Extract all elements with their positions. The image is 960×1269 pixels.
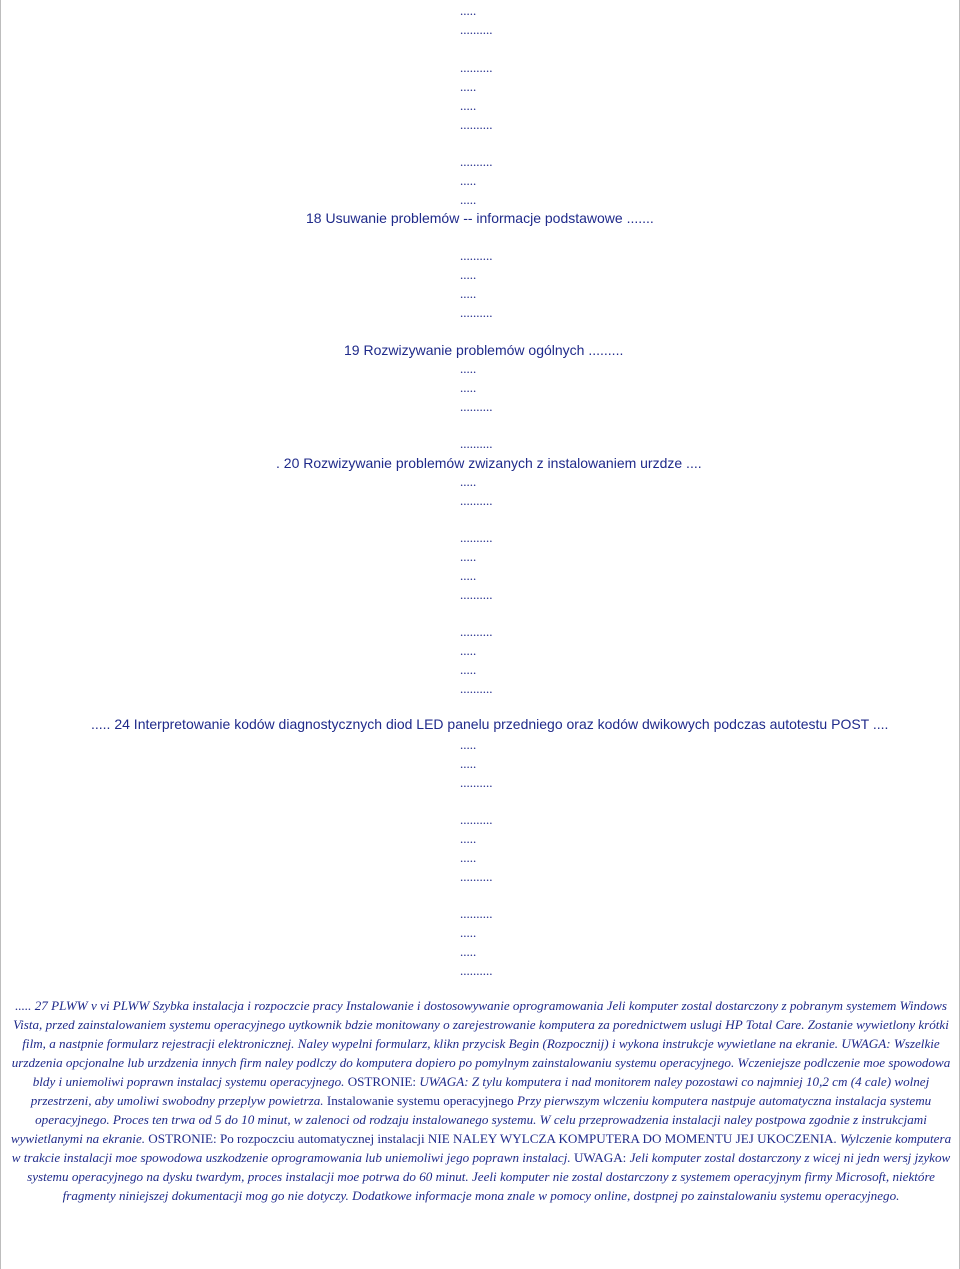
dot-leader: ..........: [460, 22, 493, 37]
dot-leader: ..........: [460, 154, 493, 169]
toc-entry-24: ..... 24 Interpretowanie kodów diagnostycznych diod LED panelu przedniego oraz kodów dwikowych podczas autotestu POST ....: [91, 716, 889, 732]
dot-leader: .....: [460, 267, 477, 282]
dot-leader: ..........: [460, 399, 493, 414]
toc-entry-18: 18 Usuwanie problemów -- informacje podstawowe .......: [306, 210, 654, 226]
dot-leader: ..........: [460, 869, 493, 884]
dot-leader: ..........: [460, 530, 493, 545]
dot-leader: .....: [460, 474, 477, 489]
body-paragraph: [7, 996, 955, 1206]
dot-leader: ..........: [460, 775, 493, 790]
body-segment: UWAGA:: [573, 1150, 630, 1166]
dot-leader: ..........: [460, 60, 493, 75]
dot-leader: ..........: [460, 305, 493, 320]
toc-entry-20: . 20 Rozwizywanie problemów zwizanych z instalowaniem urzdze ....: [276, 455, 702, 471]
body-segment: OSTRONIE:: [347, 1074, 420, 1090]
dot-leader: .....: [460, 737, 477, 752]
body-segment: UWAGA: Z tylu komputera i nad monitorem naley pozostawi co najmniej 10,2 cm (4 cale) wolnej przestrzeni, aby umoliwi swobodny przeplyw powietrza.: [30, 1074, 930, 1109]
dot-leader: .....: [460, 192, 477, 207]
dot-leader: .....: [460, 643, 477, 658]
body-segment: Wczeniejsze podlczenie moe spowodowa bldy i uniemoliwi poprawn instalacj systemu operacyjnego.: [32, 1055, 951, 1090]
dot-leader: ..........: [460, 587, 493, 602]
body-segment: Wylczenie komputera w trakcie instalacji moe spowodowa uszkodzenie oprogramowania lub uniemoliwi jego poprawn instalacj.: [11, 1131, 952, 1166]
dot-leader: .....: [460, 850, 477, 865]
dot-leader: .....: [460, 3, 477, 18]
body-segment: OSTRONIE: Po rozpoczciu automatycznej instalacji NIE NALEY WYLCZA KOMPUTERA DO MOMENTU JEJ UKOCZENIA.: [148, 1131, 840, 1147]
dot-leader: .....: [460, 286, 477, 301]
dot-leader: ..........: [460, 493, 493, 508]
dot-leader: .....: [460, 361, 477, 376]
body-segment: UWAGA: Wszelkie urzdzenia opcjonalne lub urzdzenia innych firm naley podlczy do komputera dopiero po pomylnym zainstalowaniu systemu operacyjnego.: [11, 1036, 940, 1071]
dot-leader: ..........: [460, 906, 493, 921]
dot-leader: ..........: [460, 624, 493, 639]
dot-leader: .....: [460, 173, 477, 188]
dot-leader: ..........: [460, 681, 493, 696]
dot-leader: .....: [460, 568, 477, 583]
dot-leader: .....: [460, 380, 477, 395]
dot-leader: ..........: [460, 436, 493, 451]
dot-leader: .....: [460, 925, 477, 940]
body-segment: Instalowanie systemu operacyjnego: [326, 1093, 517, 1109]
body-segment: Przy pierwszym wlczeniu komputera nastpuje automatyczna instalacja systemu operacyjnego. Proces ten trwa od 5 do 10 minut, w zalenoci od rodzaju instalowanego systemu. W celu przeprowadzenia instalacji naley postpowa zgodnie z instrukcjami wywietlanymi na ekranie.: [10, 1093, 932, 1147]
dot-leader: .....: [460, 549, 477, 564]
dot-leader: ..........: [460, 963, 493, 978]
dot-leader: .....: [460, 662, 477, 677]
dot-leader: .....: [460, 756, 477, 771]
dot-leader: ..........: [460, 248, 493, 263]
body-segment: Jeli komputer zostal dostarczony z wicej ni jedn wersj jzykow systemu operacyjnego na dysku twardym, proces instalacji moe potrwa do 60 minut. Jeeli komputer nie zostal dostarczony z systemem operacyjnym firmy Microsoft, niektóre fragmenty niniejszej dokumentacji mog go nie dotyczy. Dodatkowe informacje mona znale w pomocy online, dostpnej po zainstalowaniu systemu operacyjnego.: [27, 1150, 951, 1204]
toc-entry-19: 19 Rozwizywanie problemów ogólnych .........: [344, 342, 624, 358]
dot-leader: .....: [460, 831, 477, 846]
dot-leader: .....: [460, 944, 477, 959]
dot-leader: ..........: [460, 117, 493, 132]
dot-leader: .....: [460, 79, 477, 94]
dot-leader: .....: [460, 98, 477, 113]
dot-leader: ..........: [460, 812, 493, 827]
body-segment: ..... 27 PLWW v vi PLWW Szybka instalacja i rozpoczcie pracy Instalowanie i dostosowywanie oprogramowania Jeli komputer zostal dostarczony z pobranym systemem Windows Vista, przed zainstalowaniem systemu operacyjnego uytkownik bdzie monitowany o zarejestrowanie komputera za porednictwem uslugi HP Total Care. Zostanie wywietlony krótki film, a nastpnie formularz rejestracji elektronicznej. Naley wypelni formularz, klikn przycisk Begin (Rozpocznij) i wykona instrukcje wywietlane na ekranie.: [13, 998, 949, 1052]
